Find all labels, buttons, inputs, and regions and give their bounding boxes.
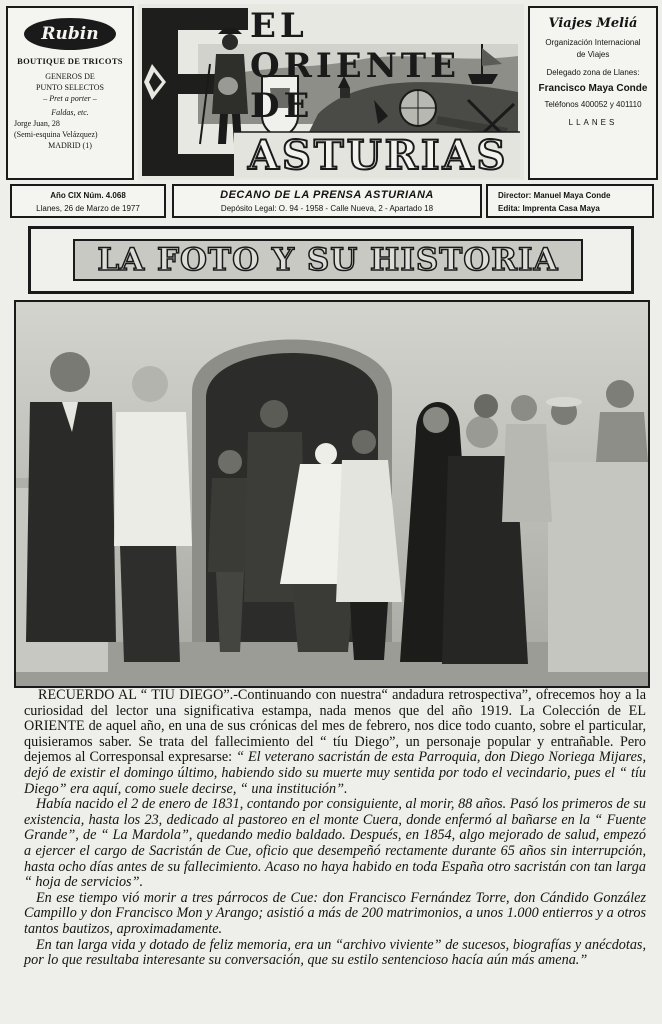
article-paragraph: En tan larga vida y dotado de feliz memoria, era un “archivo viviente” de sucesos, biografías y anécdotas, por lo que resultaba interesante su conversación, que su estilo sentencioso hacía aún más amena.” [24,936,646,969]
ad-line: BOUTIQUE DE TRICOTS [17,56,123,66]
melia-line: Delegado zona de Llanes: [546,68,640,77]
melia-brand: Viajes Meliá [548,16,638,31]
rubin-logo: Rubin [24,18,116,50]
ad-line: – Pret a porter – [43,94,97,103]
melia-line: Organización Internacional [545,38,641,47]
paper-motto-block [172,184,482,218]
group-portrait [16,302,648,686]
staff-info [486,184,654,218]
section-banner [28,226,634,294]
article-quote: “ El veterano sacristán de esta Parroquia, don Diego Noriega Mijares, dejó de existir el domingo último, habiendo sido su muerte muy sentida por todo el vecindario, pues el “ tíu Diego” era aquí, como suele decirse, “ una institución”. [24,749,646,797]
legal-deposit: Depósito Legal: O. 94 - 1958 - Calle Nueva, 2 - Apartado 18 [220,204,434,213]
masthead [138,4,524,180]
melia-delegate-name: Francisco Maya Conde [538,83,648,94]
article-paragraph: En ese tiempo vió morir a tres párrocos de Cue: don Francisco Fernández Torre, don Cándido González Campillo y don Francisco Mon y Arango; asistió a más de 200 matrimonios, a unos 1.000 entierros y a otros tantos bautizos, aproximadamente. [24,889,646,937]
ad-line: PUNTO SELECTOS [36,83,104,92]
ad-line: (Semi-esquina Velázquez) [14,130,98,139]
article-lead: RECUERDO AL “ TIU DIEGO”.-Continuando con nuestra“ andadura retrospectiva”, ofrecemos hoy a la curiosidad del lector una significativa estampa, nada menos que del año 1919. La Colección de EL ORIENTE de aquel año, en una de sus crónicas del mes de febrero, nos dice todo cuanto, sobre el particular, quisieramos saber. Se trata del fallecimiento del “ tíu Diego”, un personaje popular y entrañable. Pero dejemos al Corresponsal expresarse: [24,687,646,766]
rubin-advertisement [6,6,134,180]
historical-photo [14,300,650,688]
paper-motto: DECANO DE LA PRENSA ASTURIANA [220,189,434,201]
paper-title-top: EL ORIENTE DE [250,6,460,126]
issue-date: Llanes, 26 de Marzo de 1977 [36,204,140,213]
printer: Edita: Imprenta Casa Maya [498,204,600,213]
melia-phones: Teléfonos 400052 y 401110 [544,100,642,109]
ad-line: Faldas, etc. [51,108,89,117]
paper-title-bottom: ASTURIAS [248,132,509,179]
issue-number: Año CIX Núm. 4.068 [50,191,126,200]
director: Director: Manuel Maya Conde [498,191,611,200]
section-title: LA FOTO Y SU HISTORIA [73,239,583,281]
melia-line: de Viajes [576,50,610,59]
ad-line: MADRID (1) [48,141,92,150]
article-body [24,688,646,969]
melia-city: LLANES [568,118,618,127]
article-paragraph [24,688,646,797]
article-paragraph: Había nacido el 2 de enero de 1831, contando por consiguiente, al morir, 88 años. Pasó los primeros de su existencia, hasta los 23, dedicado al pastoreo en el monte Cuera, donde enfermó al bañarse en la “ Fuente Grande”, de “ La Mardola”, quedando medio baldado. Después, en 1854, algo mejorado de salud, empezó a ejercer el cargo de Sacristán de Cue, oficio que desempeñó rectamente durante 65 años sin interrupción, hasta ocho días antes de su fallecimiento. Acaso no haya habido en toda España otro sacristán con tan larga “ hoja de servicios”. [24,796,646,891]
issue-info [10,184,166,218]
melia-advertisement [528,6,658,180]
ad-line: GENEROS DE [45,72,95,81]
ad-line: Jorge Juan, 28 [14,119,60,128]
